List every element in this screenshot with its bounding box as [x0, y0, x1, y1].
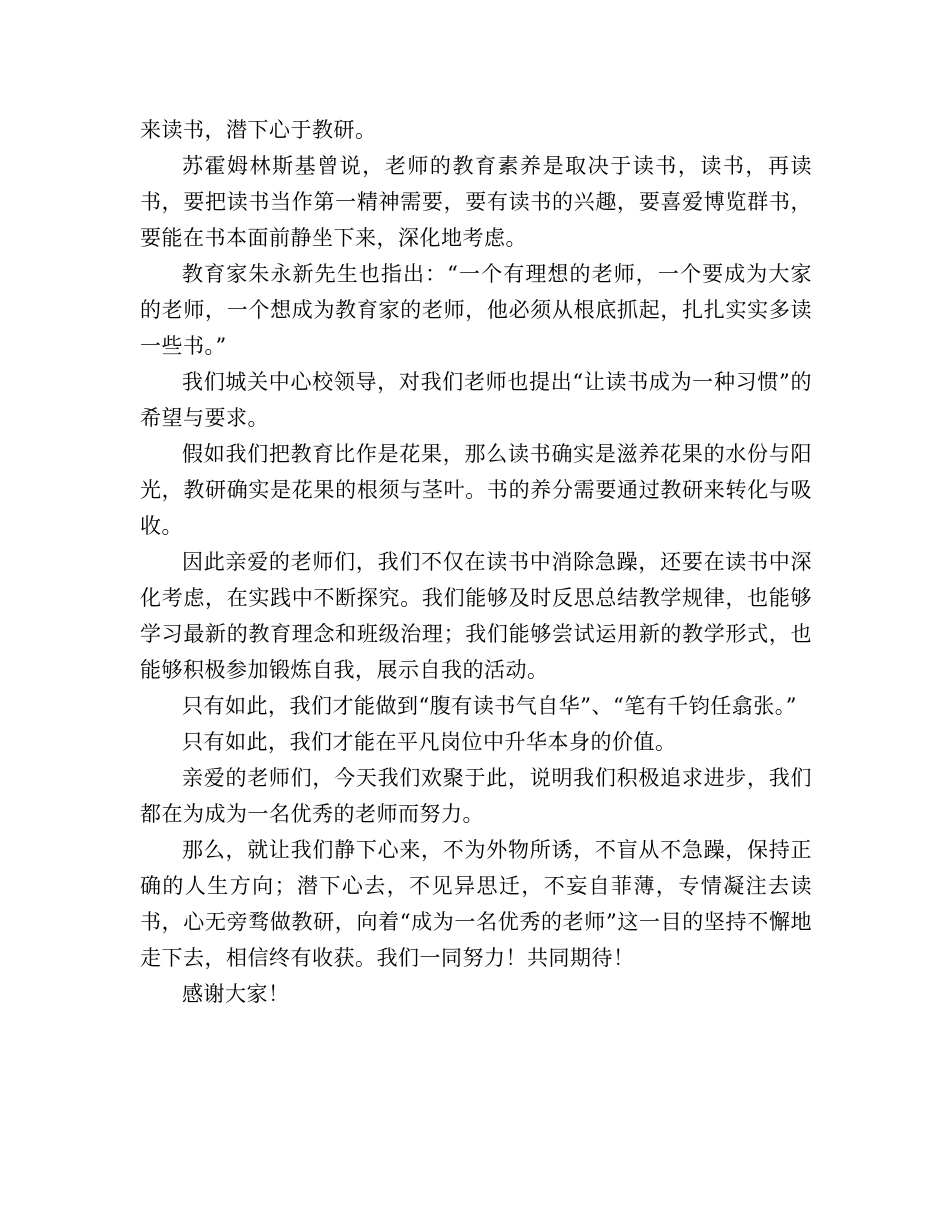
paragraph-5: 假如我们把教育比作是花果，那么读书确实是滋养花果的水份与阳光，教研确实是花果的根须与茎叶。书的养分需要通过教研来转化与吸收。: [140, 442, 812, 538]
document-body: [140, 112, 812, 1012]
paragraph-10: 那么，就让我们静下心来，不为外物所诱，不盲从不急躁，保持正确的人生方向；潜下心去，不见异思迁，不妄自菲薄，专情凝注去读书，心无旁骛做教研，向着“成为一名优秀的老师”这一目的坚持不懈地走下去，相信终有收获。我们一同努力！共同期待！: [140, 838, 812, 970]
paragraph-4: 我们城关中心校领导，对我们老师也提出“让读书成为一种习惯”的希望与要求。: [140, 370, 812, 430]
paragraph-1: 来读书，潜下心于教研。: [140, 118, 377, 142]
paragraph-11: 感谢大家！: [182, 982, 290, 1006]
paragraph-2: 苏霍姆林斯基曾说，老师的教育素养是取决于读书，读书，再读书，要把读书当作第一精神需要，要有读书的兴趣，要喜爱博览群书，要能在书本面前静坐下来，深化地考虑。: [140, 154, 812, 250]
paragraph-3: 教育家朱永新先生也指出：“一个有理想的老师，一个要成为大家的老师，一个想成为教育家的老师，他必须从根底抓起，扎扎实实多读一些书。”: [140, 262, 812, 358]
paragraph-6: 因此亲爱的老师们，我们不仅在读书中消除急躁，还要在读书中深化考虑，在实践中不断探究。我们能够及时反思总结教学规律，也能够学习最新的教育理念和班级治理；我们能够尝试运用新的教学形式，也能够积极参加锻炼自我，展示自我的活动。: [140, 550, 812, 682]
paragraph-9: 亲爱的老师们，今天我们欢聚于此，说明我们积极追求进步，我们都在为成为一名优秀的老师而努力。: [140, 766, 812, 826]
paragraph-8: 只有如此，我们才能在平凡岗位中升华本身的价值。: [182, 730, 677, 754]
paragraph-7: 只有如此，我们才能做到“腹有读书气自华”、“笔有千钧任翕张。”: [182, 694, 797, 718]
